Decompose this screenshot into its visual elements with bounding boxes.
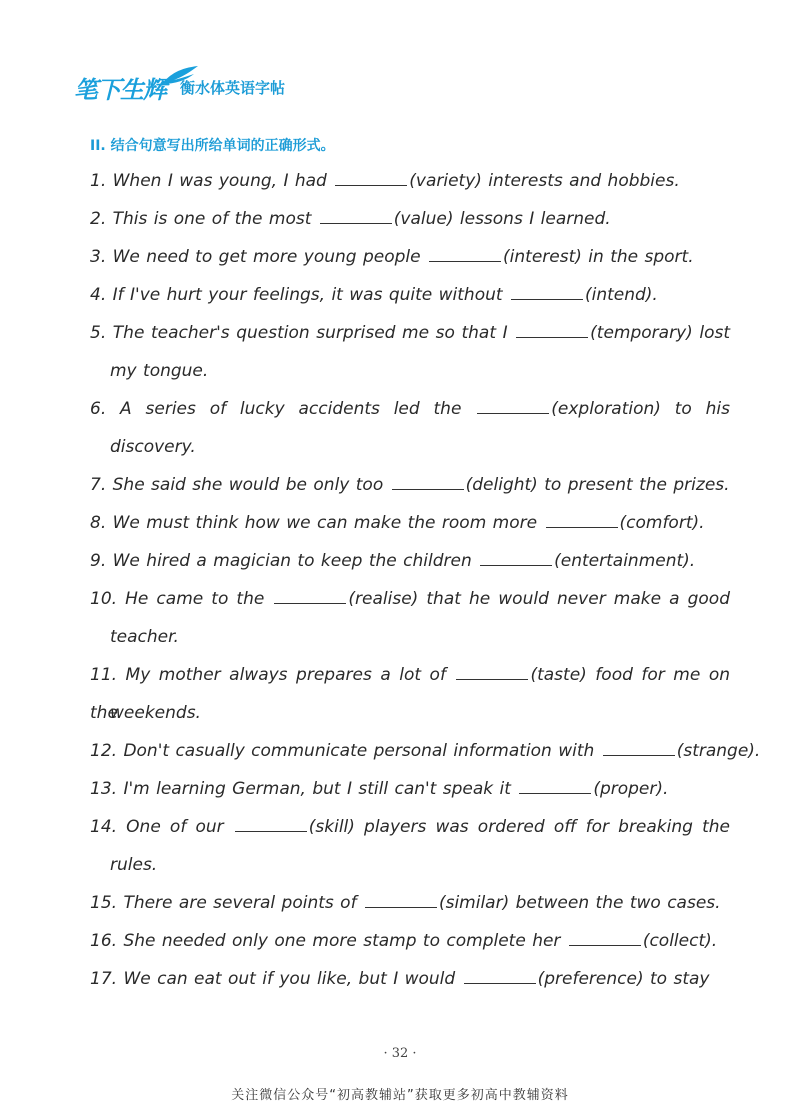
exercise-item (90, 656, 730, 732)
exercise-prompt: 16. She needed only one more stamp to complete her (90, 931, 567, 951)
exercise-item (90, 960, 730, 998)
brand-subtitle: 衡水体英语字帖 (180, 79, 286, 97)
answer-blank[interactable] (546, 526, 618, 528)
exercise-item (90, 314, 730, 390)
answer-blank[interactable] (569, 944, 641, 946)
exercise-prompt: 5. The teacher's question surprised me so that I (90, 323, 515, 343)
exercise-continuation (90, 352, 730, 390)
answer-blank[interactable] (480, 564, 552, 566)
answer-blank[interactable] (519, 792, 591, 794)
exercise-prompt: 2. This is one of the most (90, 209, 318, 229)
exercise-line (90, 200, 730, 238)
exercise-item (90, 770, 730, 808)
answer-blank[interactable] (516, 336, 588, 338)
exercise-continuation (90, 694, 730, 732)
answer-blank[interactable] (365, 906, 437, 908)
exercise-line (90, 732, 761, 770)
exercise-prompt: 9. We hired a magician to keep the children (90, 551, 479, 571)
brand-logo (74, 70, 166, 105)
exercise-item (90, 276, 730, 314)
exercise-item (90, 200, 730, 238)
exercise-line (90, 238, 730, 276)
exercise-line (90, 314, 730, 352)
exercise-item (90, 390, 730, 466)
exercise-line (90, 542, 730, 580)
exercise-line (90, 770, 730, 808)
answer-blank[interactable] (429, 260, 501, 262)
exercise-hint: (skill) players was ordered off for breaking the (308, 817, 730, 837)
exercise-text: my tongue. (110, 361, 209, 381)
exercise-hint: (delight) to present the prizes. (465, 475, 730, 495)
exercise-prompt: 17. We can eat out if you like, but I would (90, 969, 462, 989)
exercise-item (90, 922, 730, 960)
exercise-item (90, 808, 730, 884)
exercise-line (90, 276, 730, 314)
exercise-prompt: 7. She said she would be only too (90, 475, 390, 495)
exercise-prompt: 3. We need to get more young people (90, 247, 428, 267)
exercise-hint: (preference) to stay (537, 969, 710, 989)
exercise-prompt: 4. If I've hurt your feelings, it was quite without (90, 285, 509, 305)
answer-blank[interactable] (235, 830, 307, 832)
exercise-list (90, 162, 761, 998)
exercise-item (90, 504, 730, 542)
exercise-continuation (90, 618, 730, 656)
answer-blank[interactable] (335, 184, 407, 186)
exercise-item (90, 542, 730, 580)
exercise-text: teacher. (110, 627, 179, 647)
exercise-prompt: 8. We must think how we can make the room more (90, 513, 544, 533)
section-title: II. 结合句意写出所给单词的正确形式。 (90, 138, 335, 154)
answer-blank[interactable] (392, 488, 464, 490)
exercise-item (90, 580, 730, 656)
exercise-prompt: 12. Don't casually communicate personal information with (90, 741, 601, 761)
exercise-hint: (variety) interests and hobbies. (409, 171, 680, 191)
footer-note: 关注微信公众号“初高教辅站”获取更多初高中教辅资料 (231, 1088, 569, 1103)
answer-blank[interactable] (274, 602, 346, 604)
page-header (74, 70, 285, 105)
exercise-item (90, 466, 730, 504)
exercise-hint: (similar) between the two cases. (438, 893, 721, 913)
exercise-line (90, 922, 730, 960)
exercise-hint: (interest) in the sport. (503, 247, 694, 267)
exercise-line (90, 390, 730, 428)
exercise-line (90, 884, 730, 922)
exercise-line (90, 466, 730, 504)
exercise-continuation (90, 846, 730, 884)
exercise-hint: (taste) food for me on the (90, 665, 731, 723)
wing-icon (160, 64, 200, 86)
brand-logo-text: 笔下生辉 (74, 75, 166, 104)
answer-blank[interactable] (477, 412, 549, 414)
exercise-hint: (realise) that he would never make a good (348, 589, 730, 609)
answer-blank[interactable] (511, 298, 583, 300)
exercise-text: discovery. (110, 437, 196, 457)
exercise-prompt: 15. There are several points of (90, 893, 363, 913)
answer-blank[interactable] (464, 982, 536, 984)
exercise-item (90, 162, 730, 200)
exercise-hint: (intend). (584, 285, 658, 305)
exercise-hint: (value) lessons I learned. (393, 209, 611, 229)
exercise-prompt: 13. I'm learning German, but I still can't speak it (90, 779, 518, 799)
exercise-hint: (strange). (676, 741, 761, 761)
exercise-prompt: 6. A series of lucky accidents led the (90, 399, 476, 419)
exercise-item (90, 732, 761, 770)
exercise-line (90, 808, 730, 846)
exercise-prompt: 11. My mother always prepares a lot of (90, 665, 455, 685)
exercise-text: rules. (110, 855, 158, 875)
exercise-continuation (90, 428, 730, 466)
exercise-prompt: 10. He came to the (90, 589, 273, 609)
exercise-text: weekends. (110, 703, 201, 723)
exercise-line (90, 162, 730, 200)
exercise-prompt: 1. When I was young, I had (90, 171, 334, 191)
exercise-hint: (entertainment). (554, 551, 696, 571)
exercise-hint: (temporary) lost (590, 323, 730, 343)
exercise-item (90, 238, 730, 276)
exercise-item (90, 884, 730, 922)
exercise-line (90, 960, 730, 998)
page-number: · 32 · (383, 1046, 417, 1061)
exercise-hint: (exploration) to his (551, 399, 731, 419)
answer-blank[interactable] (320, 222, 392, 224)
exercise-line (90, 504, 730, 542)
exercise-line (90, 580, 730, 618)
answer-blank[interactable] (456, 678, 528, 680)
exercise-hint: (proper). (593, 779, 669, 799)
exercise-hint: (collect). (642, 931, 718, 951)
answer-blank[interactable] (603, 754, 675, 756)
exercise-hint: (comfort). (619, 513, 705, 533)
exercise-prompt: 14. One of our (90, 817, 233, 837)
